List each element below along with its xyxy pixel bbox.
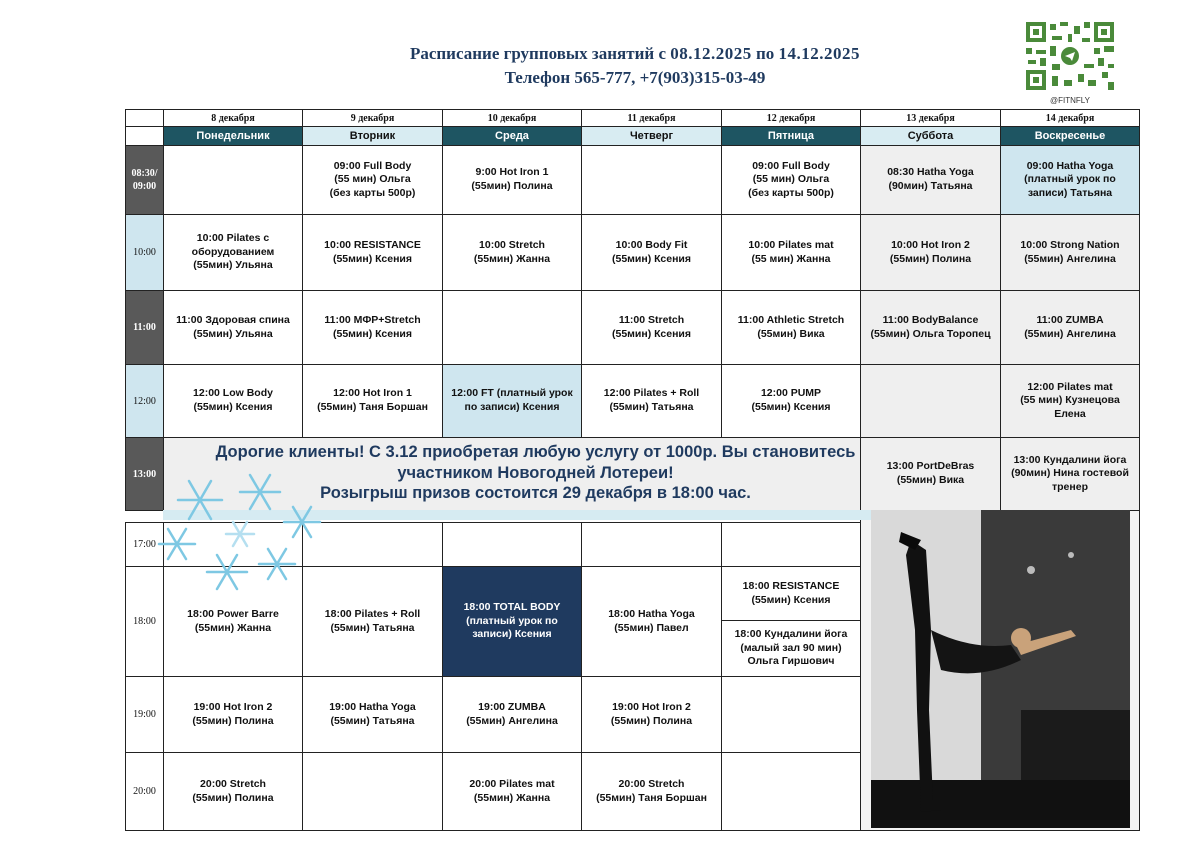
slot-sun-0900: 09:00 Hatha Yoga (платный урок по записи) Татьяна: [1000, 145, 1140, 215]
snowflake-icon: [152, 462, 332, 602]
slot-fri-1700: [721, 522, 861, 567]
slot-mon-1200: 12:00 Low Body (55мин) Ксения: [163, 364, 303, 438]
slot-thu-2000: 20:00 Stretch (55мин) Таня Боршан: [581, 752, 722, 831]
slot-fri-2000: [721, 752, 861, 831]
day-sat: Суббота: [860, 126, 1001, 146]
qr-label: @FITNFLY: [1050, 96, 1090, 105]
slot-tue-1200: 12:00 Hot Iron 1 (55мин) Таня Боршан: [302, 364, 443, 438]
date-thu: 11 декабря: [581, 109, 722, 127]
banner-line-2: участником Новогодней Лотереи!: [397, 463, 674, 482]
day-thu: Четверг: [581, 126, 722, 146]
date-wed: 10 декабря: [442, 109, 582, 127]
day-mon: Понедельник: [163, 126, 303, 146]
slot-wed-1100: [442, 290, 582, 365]
slot-fri-1900: [721, 676, 861, 753]
slot-sat-1100: 11:00 BodyBalance (55мин) Ольга Торопец: [860, 290, 1001, 365]
date-sat: 13 декабря: [860, 109, 1001, 127]
day-fri: Пятница: [721, 126, 861, 146]
corner-cell-2: [125, 126, 164, 146]
date-fri: 12 декабря: [721, 109, 861, 127]
time-1800: 18:00: [125, 566, 164, 677]
slot-fri-1000: 10:00 Pilates mat (55 мин) Жанна: [721, 214, 861, 291]
phone-line: Телефон 565-777, +7(903)315-03-49: [504, 68, 766, 87]
time-1000: 10:00: [125, 214, 164, 291]
slot-tue-1900: 19:00 Hatha Yoga (55мин) Татьяна: [302, 676, 443, 753]
slot-fri-1800-b: 18:00 Кундалини йога (малый зал 90 мин) Ольга Гиршович: [721, 620, 861, 677]
slot-wed-2000: 20:00 Pilates mat (55мин) Жанна: [442, 752, 582, 831]
slot-thu-1800: 18:00 Hatha Yoga (55мин) Павел: [581, 566, 722, 677]
slot-sat-1200: [860, 364, 1001, 438]
date-mon: 8 декабря: [163, 109, 303, 127]
slot-sun-1300: 13:00 Кундалини йога (90мин) Нина гостевой тренер: [1000, 437, 1140, 511]
slot-tue-0900: 09:00 Full Body (55 мин) Ольга (без карты 500р): [302, 145, 443, 215]
slot-sat-0830: 08:30 Hatha Yoga (90мин) Татьяна: [860, 145, 1001, 215]
slot-mon-1800: 18:00 Power Barre (55мин) Жанна: [163, 566, 303, 677]
date-sun: 14 декабря: [1000, 109, 1140, 127]
slot-wed-0900: 9:00 Hot Iron 1 (55мин) Полина: [442, 145, 582, 215]
slot-tue-1100: 11:00 МФР+Stretch (55мин) Ксения: [302, 290, 443, 365]
time-2000: 20:00: [125, 752, 164, 831]
schedule-title: Расписание групповых занятий с 08.12.2025 по 14.12.2025: [409, 44, 861, 63]
time-1300: 13:00: [125, 437, 164, 511]
slot-thu-0900: [581, 145, 722, 215]
slot-tue-1000: 10:00 RESISTANCE (55мин) Ксения: [302, 214, 443, 291]
slot-mon-1100: 11:00 Здоровая спина (55мин) Ульяна: [163, 290, 303, 365]
fitness-photo: [871, 510, 1130, 828]
slot-thu-1000: 10:00 Body Fit (55мин) Ксения: [581, 214, 722, 291]
time-1100: 11:00: [125, 290, 164, 365]
corner-cell: [125, 109, 164, 127]
slot-tue-2000: [302, 752, 443, 831]
day-sun: Воскресенье: [1000, 126, 1140, 146]
schedule-table: [125, 109, 1140, 831]
slot-thu-1200: 12:00 Pilates + Roll (55мин) Татьяна: [581, 364, 722, 438]
slot-thu-1100: 11:00 Stretch (55мин) Ксения: [581, 290, 722, 365]
slot-thu-1900: 19:00 Hot Iron 2 (55мин) Полина: [581, 676, 722, 753]
slot-thu-1700: [581, 522, 722, 567]
banner-line-3: Розыгрыш призов состоится 29 декабря в 18:00 час.: [320, 484, 751, 503]
slot-mon-0900: [163, 145, 303, 215]
qr-code-icon: [1024, 20, 1116, 92]
slot-mon-1900: 19:00 Hot Iron 2 (55мин) Полина: [163, 676, 303, 753]
day-wed: Среда: [442, 126, 582, 146]
date-tue: 9 декабря: [302, 109, 443, 127]
time-0830: 08:30/ 09:00: [125, 145, 164, 215]
slot-wed-1000: 10:00 Stretch (55мин) Жанна: [442, 214, 582, 291]
slot-wed-1700: [442, 522, 582, 567]
banner-line-1: Дорогие клиенты! С 3.12 приобретая любую услугу от 1000р. Вы становитесь: [215, 443, 856, 462]
slot-fri-1200: 12:00 PUMP (55мин) Ксения: [721, 364, 861, 438]
slot-fri-0900: 09:00 Full Body (55 мин) Ольга (без карты 500р): [721, 145, 861, 215]
slot-mon-1000: 10:00 Pilates с оборудованием (55мин) Ульяна: [163, 214, 303, 291]
slot-sat-1000: 10:00 Hot Iron 2 (55мин) Полина: [860, 214, 1001, 291]
slot-fri-1800-a: 18:00 RESISTANCE (55мин) Ксения: [721, 566, 861, 621]
slot-sat-1300: 13:00 PortDeBras (55мин) Вика: [860, 437, 1001, 511]
slot-fri-1100: 11:00 Athletic Stretch (55мин) Вика: [721, 290, 861, 365]
slot-wed-1200: 12:00 FT (платный урок по записи) Ксения: [442, 364, 582, 438]
slot-sun-1000: 10:00 Strong Nation (55мин) Ангелина: [1000, 214, 1140, 291]
slot-mon-2000: 20:00 Stretch (55мин) Полина: [163, 752, 303, 831]
time-1700: 17:00: [125, 522, 164, 567]
slot-tue-1800: 18:00 Pilates + Roll (55мин) Татьяна: [302, 566, 443, 677]
day-tue: Вторник: [302, 126, 443, 146]
slot-sun-1100: 11:00 ZUMBA (55мин) Ангелина: [1000, 290, 1140, 365]
slot-wed-1900: 19:00 ZUMBA (55мин) Ангелина: [442, 676, 582, 753]
time-1900: 19:00: [125, 676, 164, 753]
time-1200: 12:00: [125, 364, 164, 438]
slot-wed-1800: 18:00 TOTAL BODY (платный урок по записи) Ксения: [442, 566, 582, 677]
slot-sun-1200: 12:00 Pilates mat (55 мин) Кузнецова Елена: [1000, 364, 1140, 438]
